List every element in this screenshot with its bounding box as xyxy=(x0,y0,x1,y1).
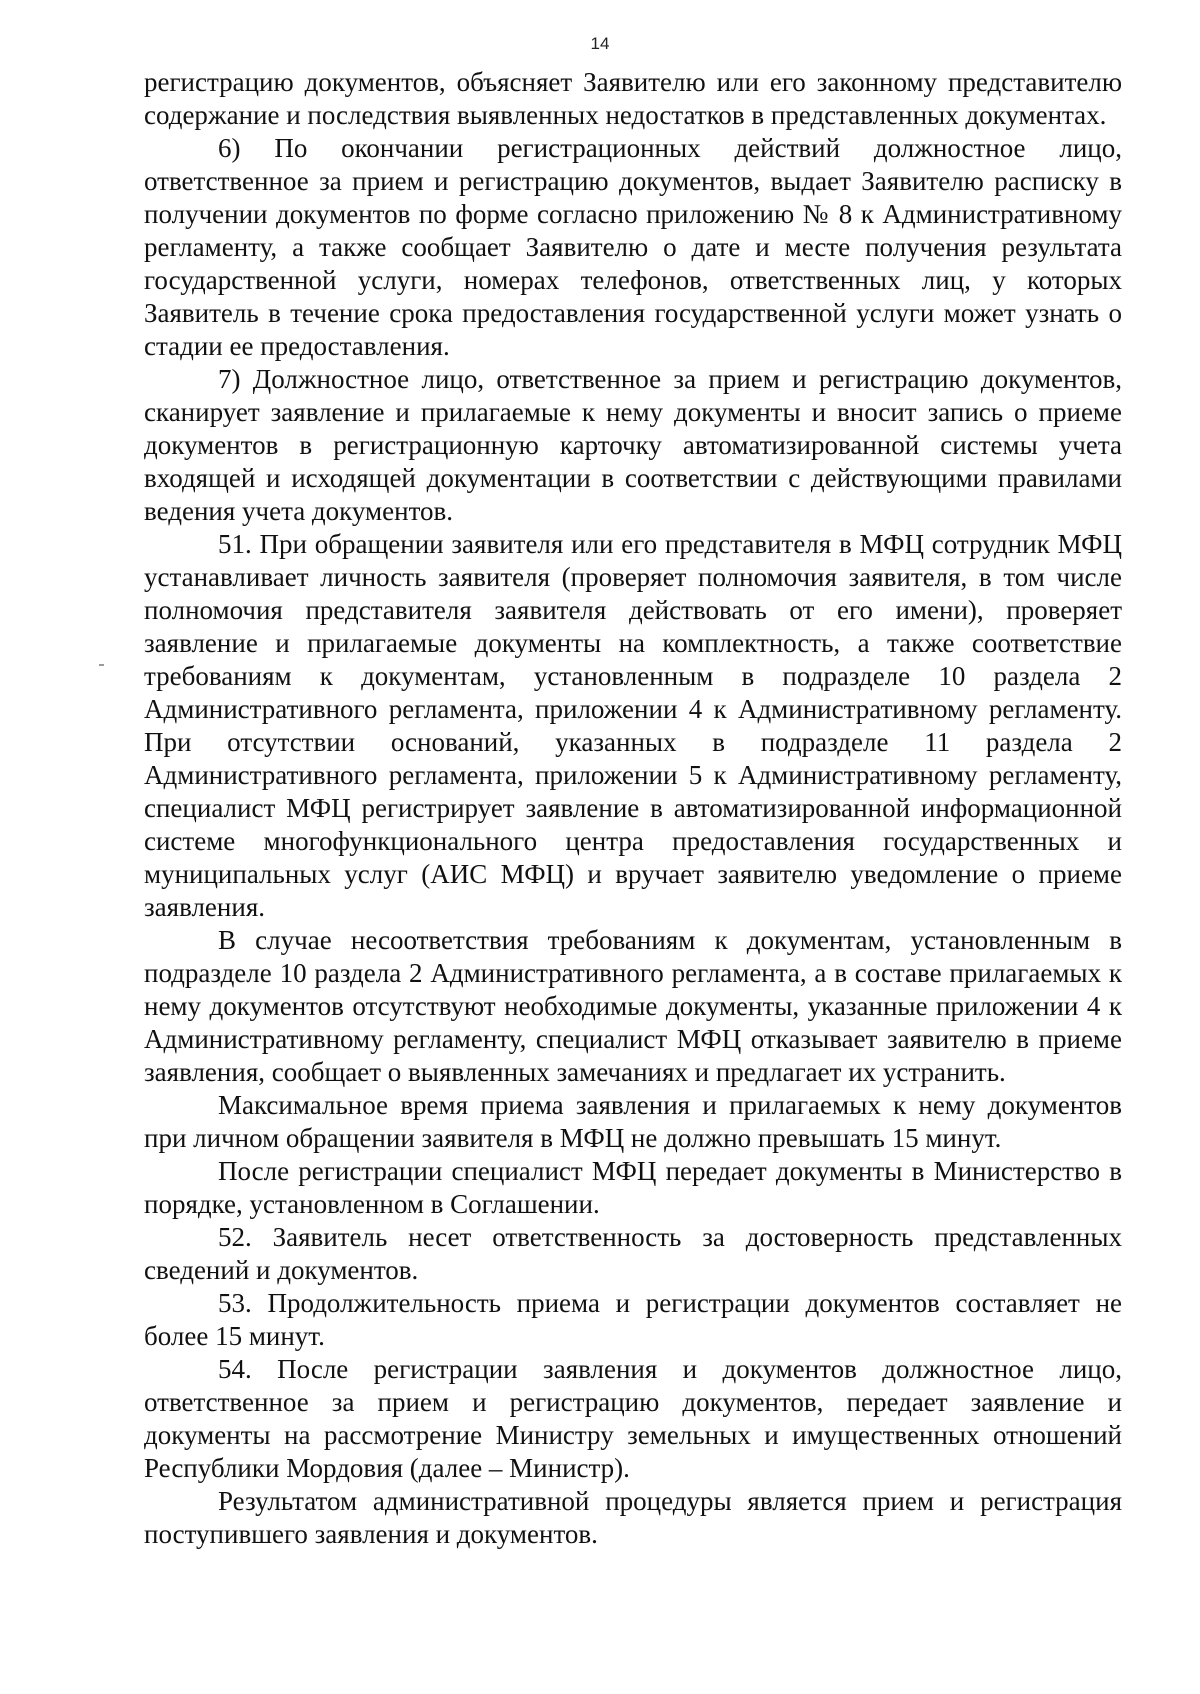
paragraph-clause-51: 51. При обращении заявителя или его представителя в МФЦ сотрудник МФЦ устанавливает личность заявителя (проверяет полномочия заявителя, в том числе полномочия представителя заявителя действовать от его имени), проверяет заявление и прилагаемые документы на комплектность, а также соответствие требованиям к документам, установленным в подразделе 10 раздела 2 Административного регламента, приложении 4 к Административному регламенту. При отсутствии оснований, указанных в подразделе 11 раздела 2 Административного регламента, приложении 5 к Административному регламенту, специалист МФЦ регистрирует заявление в автоматизированной информационной системе многофункционального центра предоставления государственных и муниципальных услуг (АИС МФЦ) и вручает заявителю уведомление о приеме заявления. xyxy=(144,529,1122,922)
paragraph-result: Результатом административной процедуры является прием и регистрация поступившего заявления и документов. xyxy=(144,1486,1122,1549)
page-number: 14 xyxy=(590,34,610,53)
paragraph-max-time: Максимальное время приема заявления и прилагаемых к нему документов при личном обращении заявителя в МФЦ не должно превышать 15 минут. xyxy=(144,1090,1122,1153)
paragraph-mismatch-case: В случае несоответствия требованиям к документам, установленным в подразделе 10 раздела 2 Административного регламента, а в составе прилагаемых к нему документов отсутствуют необходимые документы, указанные приложении 4 к Административному регламенту, специалист МФЦ отказывает заявителю в приеме заявления, сообщает о выявленных замечаниях и предлагает их устранить. xyxy=(144,925,1122,1087)
paragraph-after-registration: После регистрации специалист МФЦ передает документы в Министерство в порядке, установленном в Соглашении. xyxy=(144,1156,1122,1219)
paragraph-clause-54: 54. После регистрации заявления и документов должностное лицо, ответственное за прием и регистрацию документов, передает заявление и документы на рассмотрение Министру земельных и имущественных отношений Республики Мордовия (далее – Министр). xyxy=(144,1354,1122,1483)
paragraph-item-6: 6) По окончании регистрационных действий должностное лицо, ответственное за прием и регистрацию документов, выдает Заявителю расписку в получении документов по форме согласно приложению № 8 к Административному регламенту, а также сообщает Заявителю о дате и месте получения результата государственной услуги, номерах телефонов, ответственных лиц, у которых Заявитель в течение срока предоставления государственной услуги может узнать о стадии ее предоставления. xyxy=(144,133,1122,361)
document-body xyxy=(144,66,1122,1551)
paragraph-clause-53: 53. Продолжительность приема и регистрации документов составляет не более 15 минут. xyxy=(144,1288,1122,1351)
paragraph-item-7: 7) Должностное лицо, ответственное за прием и регистрацию документов, сканирует заявление и прилагаемые к нему документы и вносит запись о приеме документов в регистрационную карточку автоматизированной системы учета входящей и исходящей документации в соответствии с действующими правилами ведения учета документов. xyxy=(144,364,1122,526)
margin-mark xyxy=(99,664,104,666)
paragraph-continuation: регистрацию документов, объясняет Заявителю или его законному представителю содержание и последствия выявленных недостатков в представленных документах. xyxy=(144,67,1122,130)
paragraph-clause-52: 52. Заявитель несет ответственность за достоверность представленных сведений и документов. xyxy=(144,1222,1122,1285)
